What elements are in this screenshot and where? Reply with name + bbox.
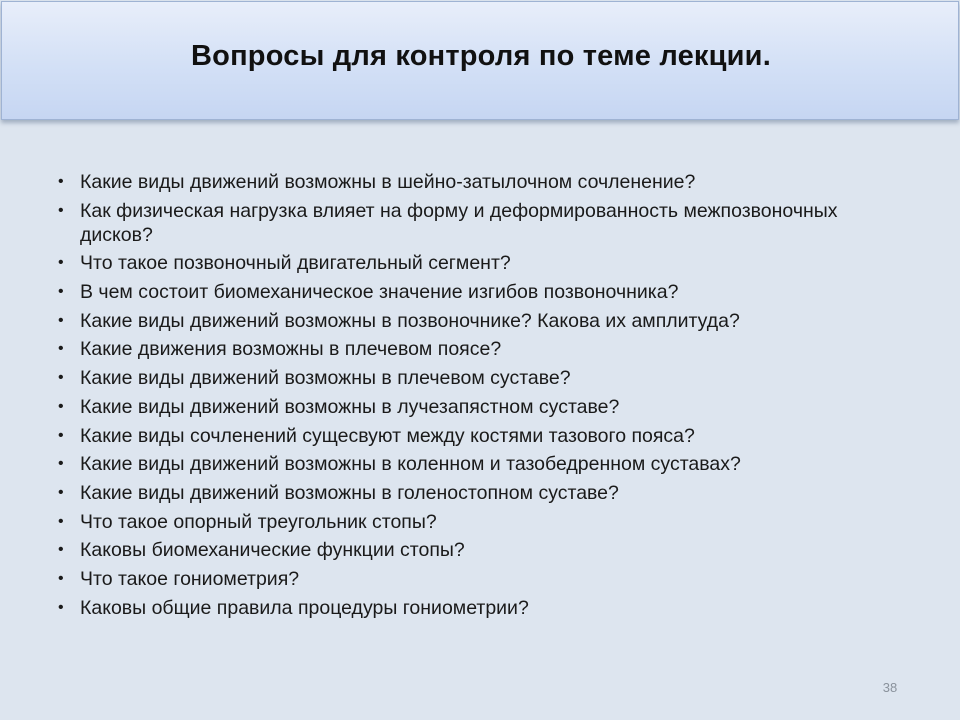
question-text: Какие виды движений возможны в лучезапястном суставе? [80,395,620,418]
list-item [58,424,878,448]
bullet-icon: • [58,512,64,530]
bullet-icon: • [58,254,64,272]
list-item [58,366,878,390]
list-item [58,538,878,562]
bullet-icon: • [58,455,64,473]
list-item [58,596,878,620]
bullet-icon: • [58,201,64,219]
list-item [58,280,878,304]
slide-number: 38 [882,680,898,695]
list-item [58,199,878,247]
question-text: Каковы биомеханические функции стопы? [80,539,465,562]
question-text: Каковы общие правила процедуры гониометрии? [80,596,529,619]
list-item [58,309,878,333]
list-item [58,251,878,275]
question-text: Какие виды движений возможны в шейно-затылочном сочленение? [80,171,696,193]
bullet-icon: • [58,283,64,301]
question-text: Какие виды движений возможны в позвоночнике? Какова их амплитуда? [80,309,740,332]
bullet-icon: • [58,569,64,587]
list-item [58,337,878,361]
question-text: Что такое позвоночный двигательный сегмент? [80,252,511,275]
bullet-icon: • [58,541,64,559]
list-item [58,452,878,476]
title-bar [1,1,959,120]
list-item [58,395,878,419]
question-text: Как физическая нагрузка влияет на форму и деформированность межпозвоночных дисков? [80,199,838,246]
list-item [58,481,878,505]
list-item [58,510,878,534]
bullet-icon: • [58,397,64,415]
question-text: В чем состоит биомеханическое значение изгибов позвоночника? [80,281,679,304]
list-item [58,567,878,591]
bullet-icon: • [58,598,64,616]
bullet-icon: • [58,340,64,358]
bullet-icon: • [58,311,64,329]
question-text: Какие движения возможны в плечевом поясе? [80,338,502,361]
slide-title: Вопросы для контроля по теме лекции. [191,40,771,72]
question-text: Какие виды сочленений сущесвуют между костями тазового пояса? [80,424,695,447]
bullet-icon: • [58,369,64,387]
list-item [58,170,878,194]
question-text: Что такое опорный треугольник стопы? [80,510,437,533]
question-text: Какие виды движений возможны в плечевом суставе? [80,367,571,390]
question-list [58,170,878,624]
bullet-icon: • [58,483,64,501]
bullet-icon: • [58,426,64,444]
question-text: Что такое гониометрия? [80,567,300,590]
bullet-icon: • [58,173,64,190]
question-text: Какие виды движений возможны в голеностопном суставе? [80,481,619,504]
question-text: Какие виды движений возможны в коленном и тазобедренном суставах? [80,453,741,476]
